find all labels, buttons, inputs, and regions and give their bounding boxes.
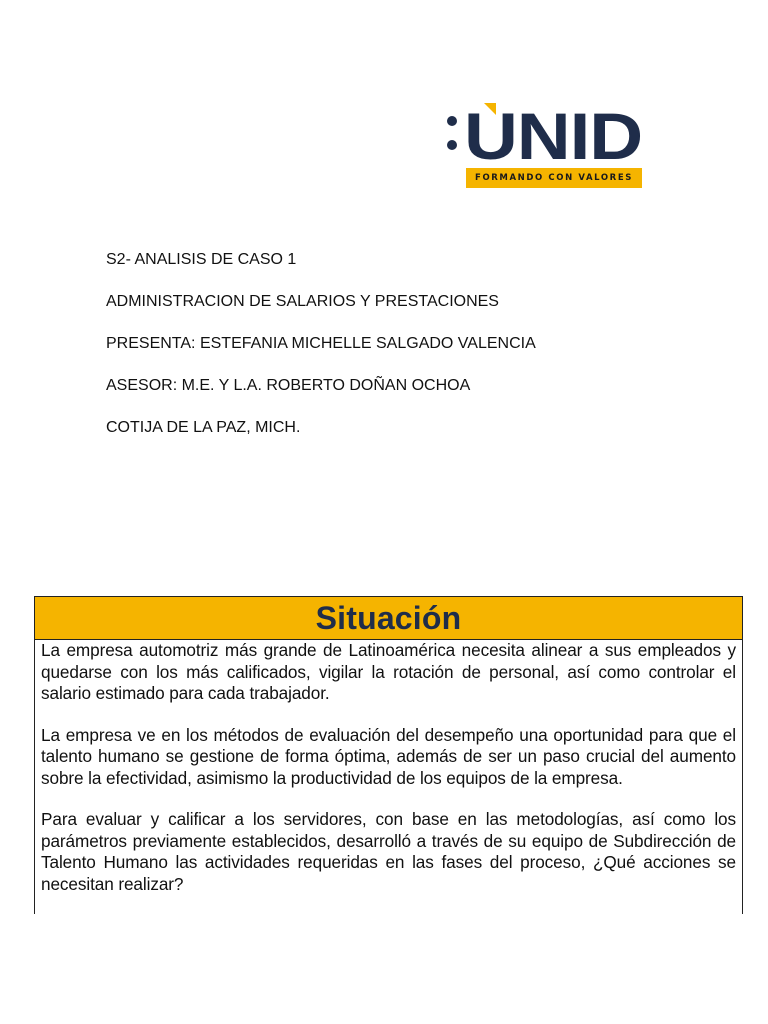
unid-logo <box>444 103 644 187</box>
logo-tagline: FORMANDO CON VALORES <box>466 168 642 188</box>
presenter-line: PRESENTA: ESTEFANIA MICHELLE SALGADO VALENCIA <box>106 335 536 352</box>
situation-paragraph: La empresa automotriz más grande de Latinoamérica necesita alinear a sus empleados y quedarse con los más calificados, vigilar la rotación de personal, así como controlar el salario estimado para cada trabajador. <box>41 640 736 703</box>
situation-paragraph: La empresa ve en los métodos de evaluación del desempeño una oportunidad para que el talento humano se gestione de forma óptima, además de ser un paso crucial del aumento sobre la efectividad, asimismo la productividad de los equipos de la empresa. <box>41 724 736 788</box>
situation-body <box>35 640 742 895</box>
unid-wordmark <box>444 103 644 163</box>
situation-header <box>35 596 742 640</box>
situation-panel <box>34 596 743 914</box>
activity-title: S2- ANALISIS DE CASO 1 <box>106 251 297 268</box>
situation-paragraph: Para evaluar y calificar a los servidores, con base en las metodologías, así como los parámetros previamente establecidos, desarrolló a través de su equipo de Subdirección de Talento Humano las actividades requeridas en las fases del proceso, ¿Qué acciones se necesitan realizar? <box>41 809 736 894</box>
situation-title: Situación <box>315 599 462 636</box>
advisor-line: ASESOR: M.E. Y L.A. ROBERTO DOÑAN OCHOA <box>106 377 471 394</box>
svg-text:UNID: UNID <box>464 103 642 163</box>
course-name: ADMINISTRACION DE SALARIOS Y PRESTACIONES <box>106 293 499 310</box>
location-line: COTIJA DE LA PAZ, MICH. <box>106 419 301 436</box>
